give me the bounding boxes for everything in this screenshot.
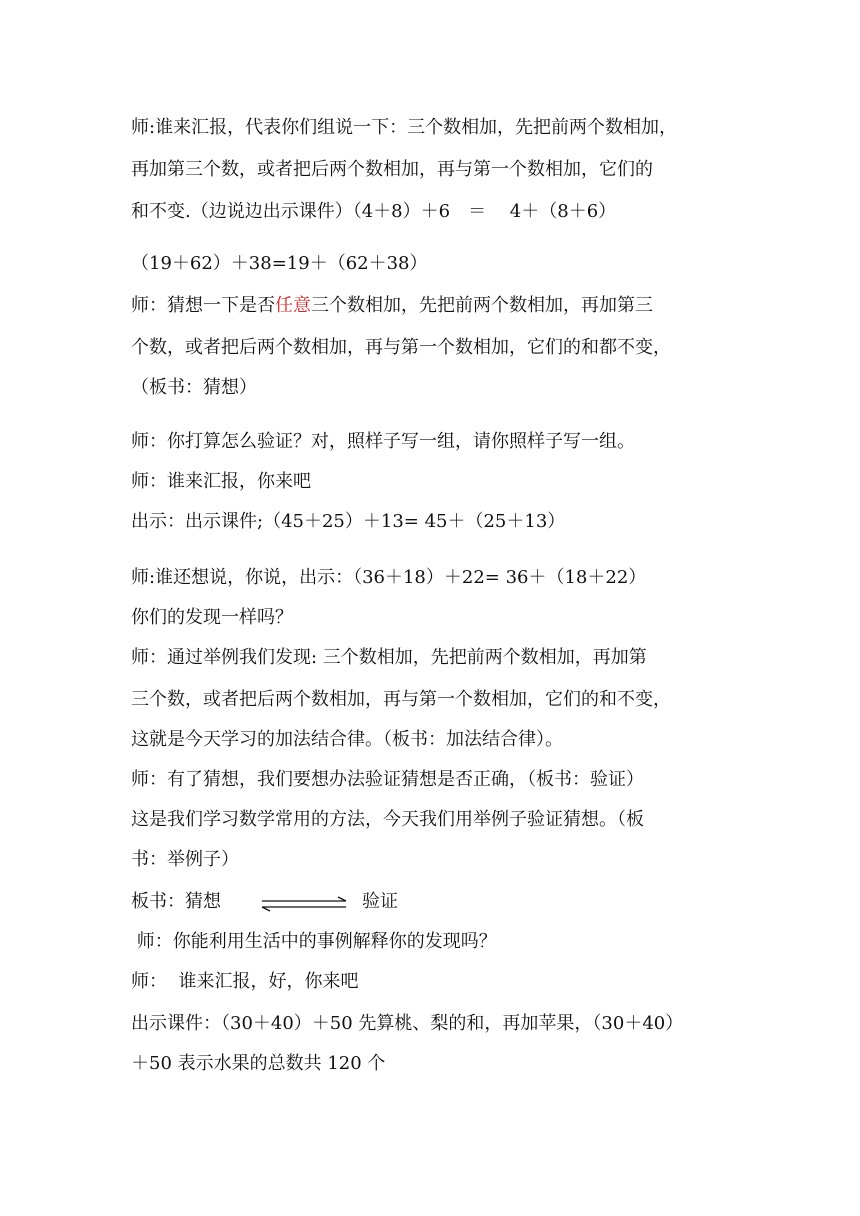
text-span: 师：猜想一下是否 — [131, 295, 275, 316]
text-line: 师：你能利用生活中的事例解释你的发现吗？ — [131, 931, 497, 952]
text-span: 三个数相加，先把前两个数相加，再加第三 — [311, 295, 653, 316]
board-left-text: 板书：猜想 — [131, 891, 221, 912]
highlighted-text: 任意 — [275, 295, 311, 316]
board-right-text: 验证 — [362, 891, 398, 912]
text-line: 出示课件：（30＋40）＋50 先算桃、梨的和，再加苹果，（30＋40） — [131, 1013, 684, 1034]
text-line: 个数，或者把后两个数相加，再与第一个数相加，它们的和都不变， — [131, 337, 671, 358]
text-line: （19＋62）＋38=19＋（62＋38） — [131, 253, 428, 274]
double-arrow-icon — [258, 893, 350, 915]
text-line: 师：谁来汇报，你来吧 — [131, 471, 311, 492]
text-line: 出示：出示课件;（45＋25）＋13= 45＋（25＋13） — [131, 511, 566, 532]
text-line: ＋50 表示水果的总数共 120 个 — [131, 1053, 386, 1074]
text-line: 这是我们学习数学常用的方法，今天我们用举例子验证猜想。（板 — [131, 809, 644, 830]
text-line: 师： 谁来汇报，好，你来吧 — [131, 971, 359, 992]
text-line: （板书：猜想） — [131, 377, 257, 398]
text-line: 三个数，或者把后两个数相加，再与第一个数相加，它们的和不变， — [131, 689, 671, 710]
text-line: 师：你打算怎么验证？对，照样子写一组，请你照样子写一组。 — [131, 431, 635, 452]
text-line: 师：通过举例我们发现: 三个数相加，先把前两个数相加，再加第 — [131, 647, 647, 668]
text-line: 和不变.（边说边出示课件）（4＋8）＋6 ＝ 4＋（8＋6） — [131, 201, 617, 222]
text-line: 师：有了猜想，我们要想办法验证猜想是否正确，（板书：验证） — [131, 769, 644, 790]
text-line: 你们的发现一样吗？ — [131, 607, 293, 628]
text-line: 师:谁来汇报，代表你们组说一下：三个数相加，先把前两个数相加， — [131, 117, 678, 138]
text-line: 师:谁还想说，你说，出示：（36＋18）＋22= 36＋（18＋22） — [131, 567, 647, 588]
text-line: 再加第三个数，或者把后两个数相加，再与第一个数相加，它们的 — [131, 159, 653, 180]
text-line — [131, 294, 653, 318]
text-line: 这就是今天学习的加法结合律。（板书：加法结合律）。 — [131, 729, 563, 750]
board-line — [131, 890, 221, 914]
text-line: 书：举例子） — [131, 849, 239, 870]
